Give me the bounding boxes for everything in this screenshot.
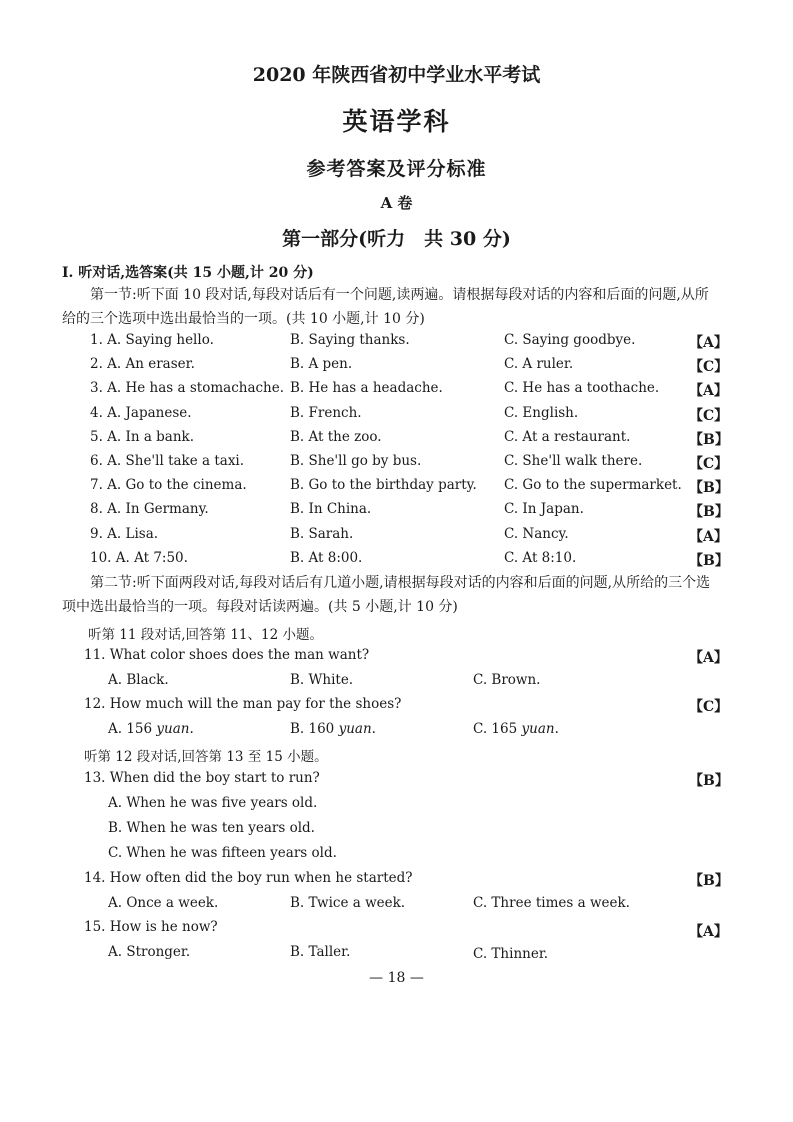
option-b-8: B. In China.: [290, 501, 372, 517]
option-c-12: C. 165 yuan.: [473, 721, 559, 737]
option-a-2: 2. A. An eraser.: [90, 356, 195, 372]
option-c-14: C. Three times a week.: [473, 895, 630, 911]
option-a-10: 10. A. At 7:50.: [90, 550, 188, 566]
answer-8: 【B】: [689, 504, 729, 520]
option-b-15: B. Taller.: [290, 944, 351, 960]
question-15: 15. How is he now?: [84, 919, 218, 935]
option-b-11: B. White.: [290, 672, 354, 688]
answer-6: 【C】: [689, 456, 729, 472]
answer-1: 【A】: [689, 335, 728, 351]
answer-14: 【B】: [689, 873, 729, 889]
option-a-4: 4. A. Japanese.: [90, 405, 192, 421]
option-c-8: C. In Japan.: [504, 501, 584, 517]
option-c-9: C. Nancy.: [504, 526, 569, 542]
option-c-2: C. A ruler.: [504, 356, 574, 372]
option-c-15: C. Thinner.: [473, 946, 549, 962]
option-c-3: C. He has a toothache.: [504, 380, 660, 396]
option-b-10: B. At 8:00.: [290, 550, 363, 566]
answer-3: 【A】: [689, 383, 728, 399]
option-c-10: C. At 8:10.: [504, 550, 577, 566]
option-b-3: B. He has a headache.: [290, 380, 443, 396]
question-12: 12. How much will the man pay for the shoes?: [84, 696, 402, 712]
option-a-9: 9. A. Lisa.: [90, 526, 159, 542]
answer-key-title: 参考答案及评分标准: [306, 158, 487, 180]
option-c-6: C. She'll walk there.: [504, 453, 643, 469]
option-a-6: 6. A. She'll take a taxi.: [90, 453, 245, 469]
answer-10: 【B】: [689, 553, 729, 569]
option-b-4: B. French.: [290, 405, 362, 421]
option-c-7: C. Go to the supermarket.: [504, 477, 682, 493]
option-b-9: B. Sarah.: [290, 526, 354, 542]
option-c-13: C. When he was fifteen years old.: [108, 845, 337, 861]
option-a-8: 8. A. In Germany.: [90, 501, 209, 517]
option-a-12: A. 156 yuan.: [108, 721, 194, 737]
answer-7: 【B】: [689, 480, 729, 496]
subject-title: 英语学科: [342, 107, 451, 136]
option-a-5: 5. A. In a bank.: [90, 429, 195, 445]
answer-2: 【C】: [689, 359, 729, 375]
question-11: 11. What color shoes does the man want?: [84, 647, 370, 663]
option-a-7: 7. A. Go to the cinema.: [90, 477, 247, 493]
part-title: 第一部分(听力 共 30 分): [282, 228, 511, 250]
option-b-6: B. She'll go by bus.: [290, 453, 422, 469]
option-b-2: B. A pen.: [290, 356, 353, 372]
answer-4: 【C】: [689, 408, 729, 424]
option-b-1: B. Saying thanks.: [290, 332, 410, 348]
page-number: — 18 —: [369, 970, 424, 986]
part1-instructions: 第一节:听下面 10 段对话,每段对话后有一个问题,读两遍。请根据每段对话的内容和后面的问题,从所给的三个选项中选出最恰当的一项。(共 10 小题,计 10 分): [62, 287, 709, 327]
option-c-4: C. English.: [504, 405, 579, 421]
answer-11: 【A】: [689, 650, 728, 666]
volume-label: A 卷: [380, 194, 413, 212]
option-b-7: B. Go to the birthday party.: [290, 477, 477, 493]
option-a-1: 1. A. Saying hello.: [90, 332, 214, 348]
question-14: 14. How often did the boy run when he started?: [84, 870, 413, 886]
dialog-12-label: 听第 12 段对话,回答第 13 至 15 小题。: [84, 749, 328, 765]
part2-instructions: 第二节:听下面两段对话,每段对话后有几道小题,请根据每段对话的内容和后面的问题,从所给的三个选项中选出最恰当的一项。每段对话读两遍。(共 5 小题,计 10 分): [62, 575, 711, 615]
answer-9: 【A】: [689, 529, 728, 545]
option-a-14: A. Once a week.: [108, 895, 219, 911]
section-title: Ⅰ. 听对话,选答案(共 15 小题,计 20 分): [62, 265, 314, 281]
answer-13: 【B】: [689, 773, 729, 789]
option-b-14: B. Twice a week.: [290, 895, 406, 911]
answer-15: 【A】: [689, 924, 728, 940]
option-c-5: C. At a restaurant.: [504, 429, 631, 445]
option-c-1: C. Saying goodbye.: [504, 332, 636, 348]
option-b-5: B. At the zoo.: [290, 429, 382, 445]
answer-12: 【C】: [689, 699, 729, 715]
option-a-3: 3. A. He has a stomachache.: [90, 380, 285, 396]
answer-5: 【B】: [689, 432, 729, 448]
option-a-13: A. When he was five years old.: [108, 795, 318, 811]
option-b-13: B. When he was ten years old.: [108, 820, 315, 836]
option-c-11: C. Brown.: [473, 672, 541, 688]
option-a-11: A. Black.: [108, 672, 169, 688]
option-a-15: A. Stronger.: [108, 944, 191, 960]
option-b-12: B. 160 yuan.: [290, 721, 376, 737]
dialog-11-label: 听第 11 段对话,回答第 11、12 小题。: [88, 627, 323, 643]
question-13: 13. When did the boy start to run?: [84, 770, 320, 786]
exam-title: 2020 年陕西省初中学业水平考试: [252, 64, 541, 86]
